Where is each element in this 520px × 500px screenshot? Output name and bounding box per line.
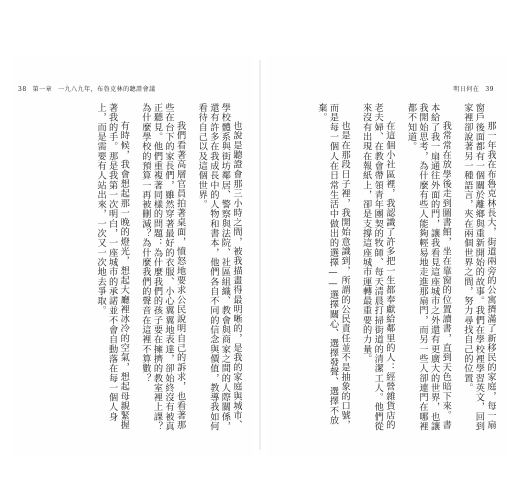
right-page-body — [282, 103, 496, 433]
running-title: 明日何在 — [453, 86, 480, 93]
left-page-body — [24, 103, 242, 433]
book-gutter — [259, 60, 261, 450]
right-page-number: 39 — [485, 86, 494, 93]
chapter-label: 第一章 — [32, 86, 53, 93]
right-paragraph: 那一年我在布魯克林長大，街道兩旁的公寓擠滿了新移民的家庭，每一扇窗戶後面都有一個關於離鄉與重新開始的故事。我們在學校裡學習英文，回到家裡卻說著另一種語言，夾在兩個世界之間，努力尋找自己的位置。 — [461, 103, 496, 432]
left-paragraph: 有時候，我會想起那一晚的燈光，想起大廳裡冰冷的空氣，想起母親緊握著我的手。那是我第一次明白，一座城市的承諾並不會自動落在每一個人身上，而是需要有人站出來，一次又一次地去爭取。 — [95, 103, 130, 431]
section-title: 一九八九年，布魯克林的聽證會議 — [58, 86, 156, 93]
right-paragraph: 我常常在放學後走到圖書館，坐在靠窗的位置讀書，直到天色暗下來。書本給了我一扇通往外面的門，讓我看見這座城市之外還有更廣大的世界，也讓我開始思考，為什麼有些人能夠輕易地走進那扇門，而另一些人卻連門在哪裡都不知道。 — [405, 103, 452, 432]
right-page-header — [453, 84, 500, 93]
right-paragraph: 也是在那段日子裡，我開始意識到，所謂的公民責任並不是抽象的口號，而是每一個人在日常生活中做出的選擇——選擇關心、選擇發聲、選擇不放棄。 — [315, 103, 351, 431]
left-paragraph: 也說是聽證會那三小時之間，被我描畫得最明晰的，是我的家庭與城市、學校體系與街坊鄰居、警察與法院、社區組織、教會與商家之間的人際關係，還有許多在我成長中的人物和書本，他們各自不同的信念與價值，教導我如何看待自己以及這個世界。 — [196, 103, 242, 432]
right-paragraph: 在這個小社區裡，我認識了許多把一生都奉獻給鄰里的人：經營雜貨店的老夫婦、在教會帶領青年團契的牧師、每天清晨打掃街道的清潔工人。他們從來沒有出現在報紙上，卻是支撐這座城市運轉最重要的力量。 — [360, 103, 395, 432]
left-paragraph: 我們看著高層官員拍著桌面，憤怒地要求公民說明自己的訴求，也看著那些在台下的家長們，雖然穿著最好的衣服、小心翼翼地表達，卻始終沒有被真正聽見。他們重複著同樣的問題：為什麼我們的孩子要在擁擠的教室裡上課？為什麼學校的預算一再被刪減？為什麼我們的聲音在這裡不算數？ — [139, 103, 186, 432]
left-page-header — [18, 84, 162, 93]
left-page-number: 38 — [18, 86, 27, 93]
